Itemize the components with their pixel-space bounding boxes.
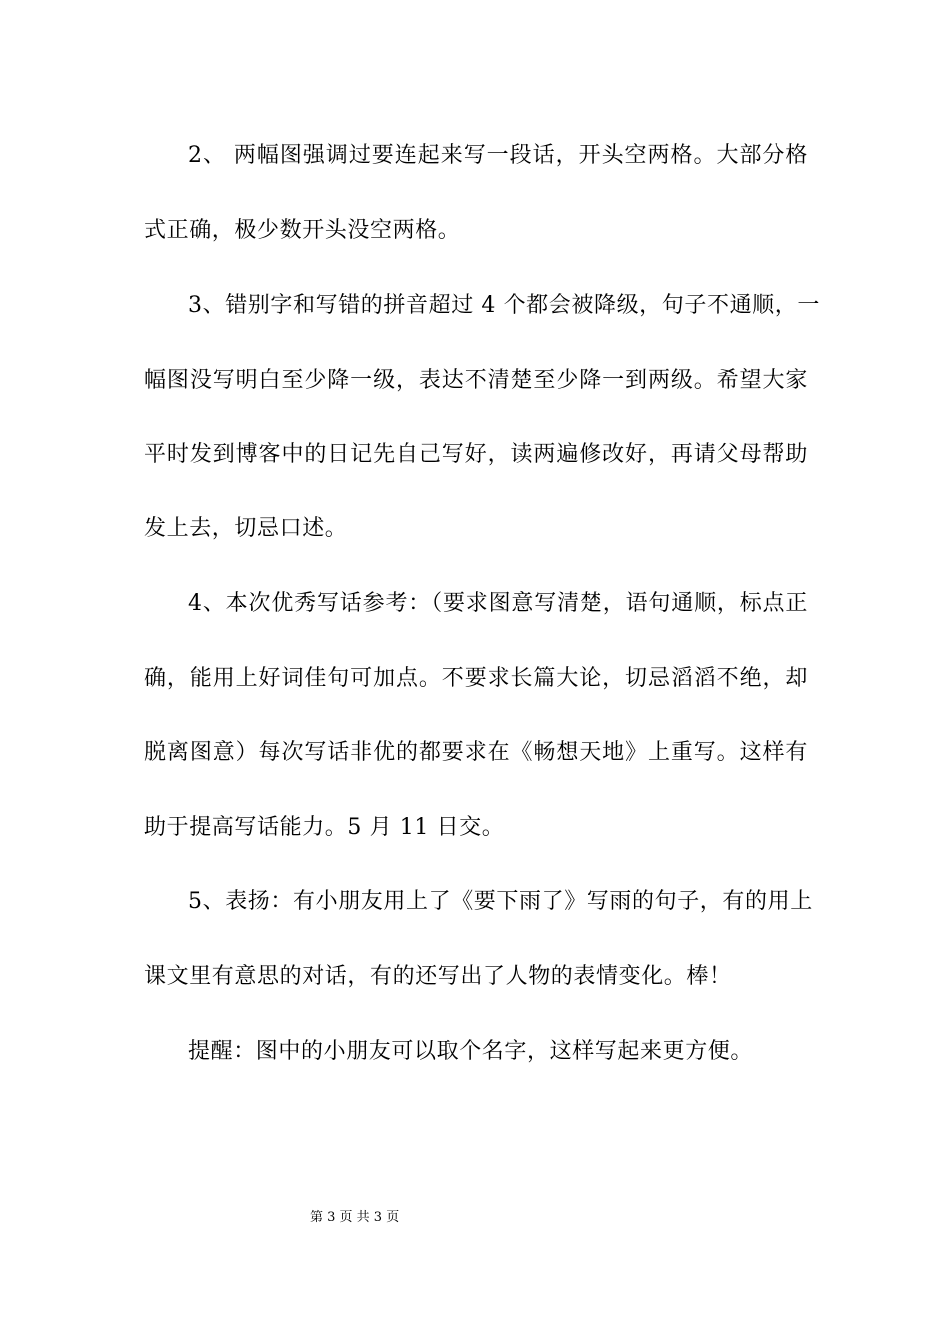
- page-number-label: 第 3 页 共 3 页: [310, 1210, 400, 1225]
- paragraph-4-line-2: 确，能用上好词佳句可加点。不要求长篇大论，切忌滔滔不绝，却: [144, 666, 808, 691]
- paragraph-3-line-4: 发上去，切忌口述。: [144, 516, 348, 541]
- page-footer: [0, 1210, 950, 1226]
- reminder-line: 提醒：图中的小朋友可以取个名字，这样写起来更方便。: [188, 1039, 754, 1064]
- paragraph-4-line-4: 助于提高写话能力。5 月 11 日交。: [144, 815, 505, 840]
- paragraph-5-line-1: 5、表扬：有小朋友用上了《要下雨了》写雨的句子，有的用上: [188, 889, 813, 914]
- paragraph-2-line-1: 2、 两幅图强调过要连起来写一段话，开头空两格。大部分格: [188, 143, 808, 168]
- paragraph-3-line-2: 幅图没写明白至少降一级，表达不清楚至少降一到两级。希望大家: [144, 368, 808, 393]
- paragraph-5-line-2: 课文里有意思的对话，有的还写出了人物的表情变化。棒！: [144, 964, 732, 989]
- paragraph-3-line-1: 3、错别字和写错的拼音超过 4 个都会被降级，句子不通顺，一: [188, 293, 820, 318]
- paragraph-4-line-3: 脱离图意）每次写话非优的都要求在《畅想天地》上重写。这样有: [144, 740, 808, 765]
- paragraph-3-line-3: 平时发到博客中的日记先自己写好，读两遍修改好，再请父母帮助: [144, 442, 808, 467]
- paragraph-4-line-1: 4、本次优秀写话参考：（要求图意写清楚，语句通顺，标点正: [188, 591, 808, 616]
- paragraph-2-line-2: 式正确，极少数开头没空两格。: [144, 218, 461, 243]
